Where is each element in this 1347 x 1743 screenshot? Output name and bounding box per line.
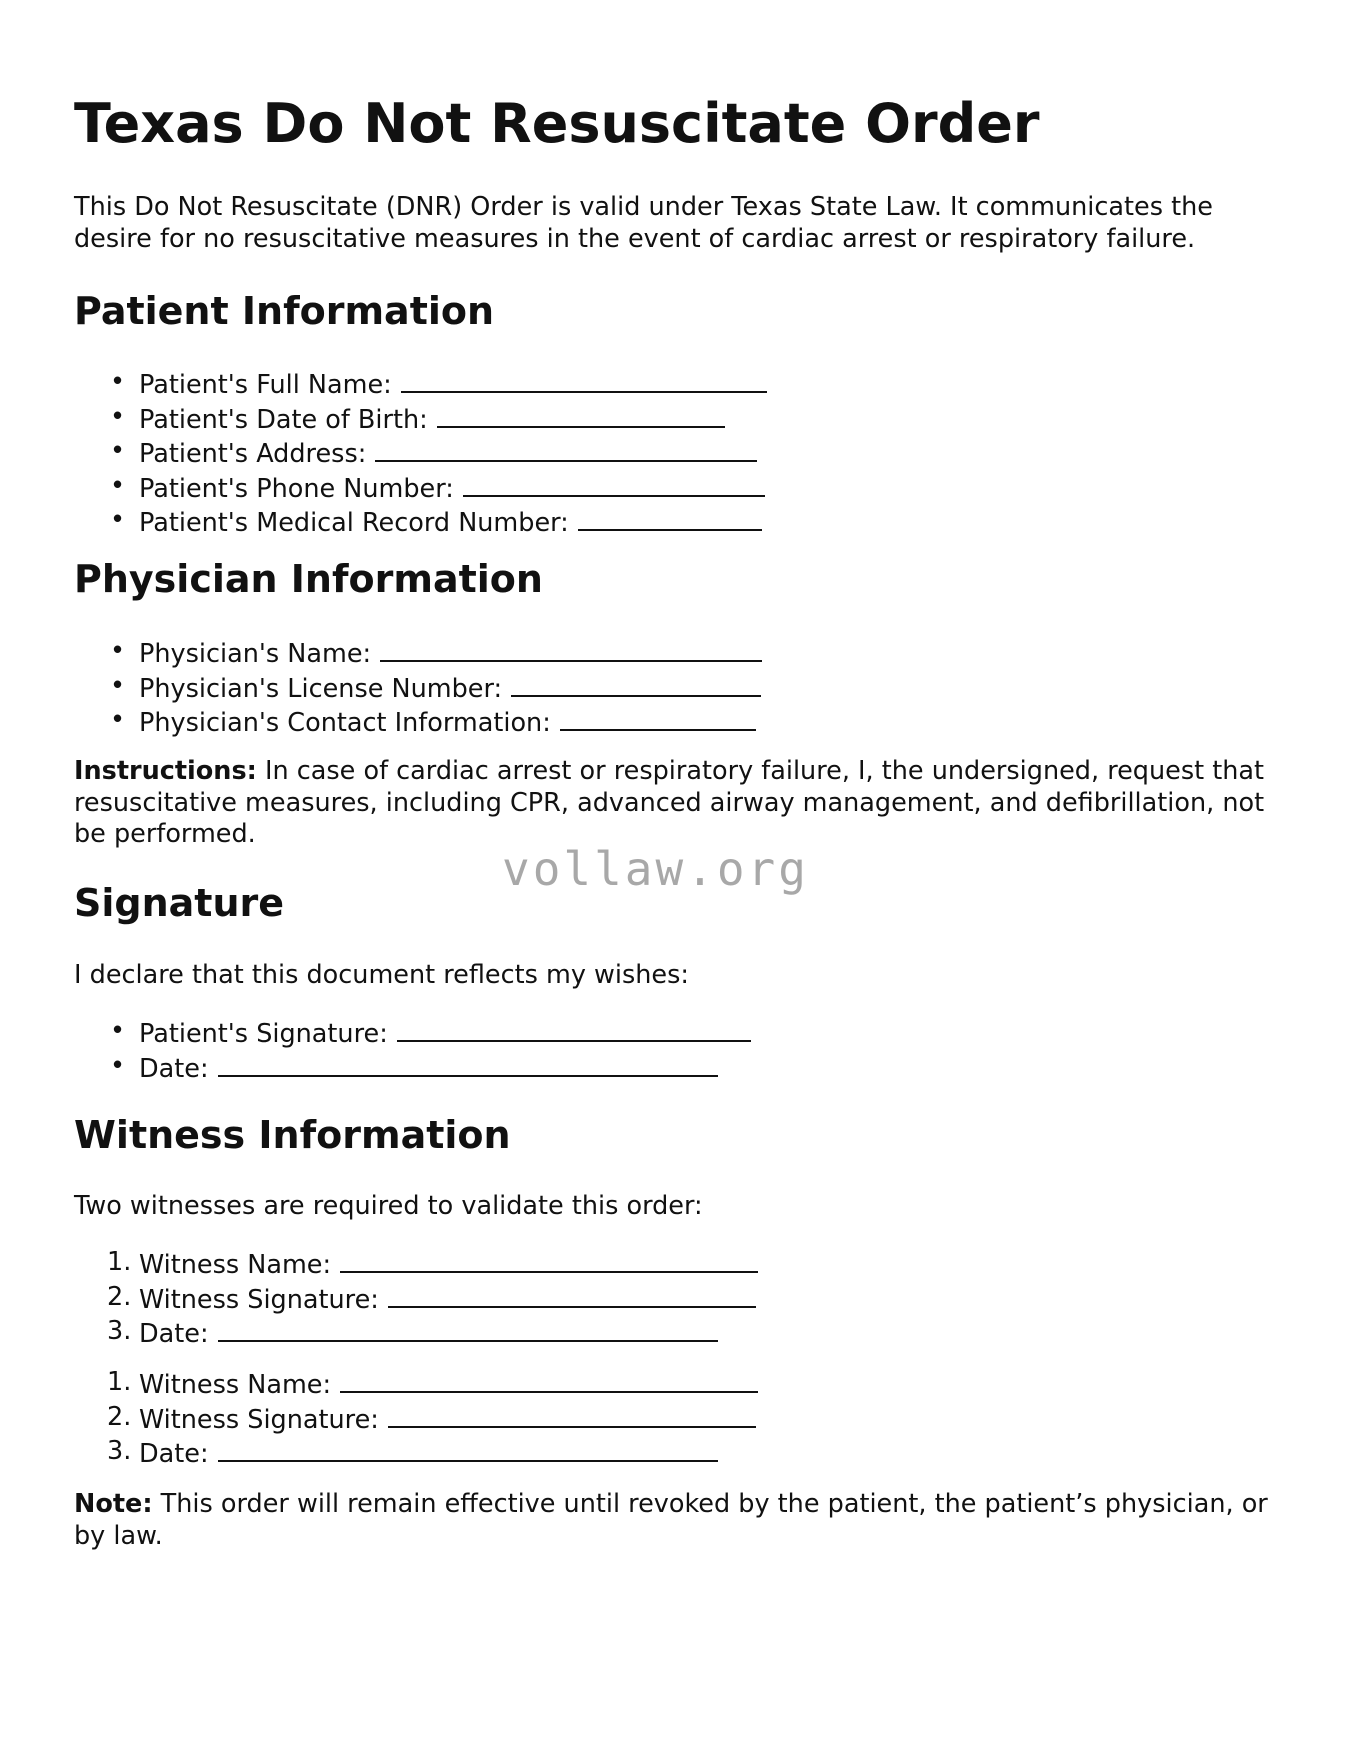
list-number: 3. <box>107 1316 132 1346</box>
witness-two-signature-blank[interactable] <box>388 1402 756 1428</box>
list-number: 2. <box>107 1401 132 1432</box>
list-item <box>74 671 762 706</box>
witness-two-list <box>74 1367 758 1471</box>
list-item <box>74 402 767 437</box>
list-number: 1. <box>107 1247 132 1277</box>
field-label: Witness Signature: <box>139 1404 379 1435</box>
field-label: Date: <box>139 1053 209 1084</box>
field-label: Date: <box>139 1439 209 1469</box>
signature-date-blank[interactable] <box>218 1051 718 1077</box>
field-label: Patient's Date of Birth: <box>139 404 428 435</box>
patient-section-heading: Patient Information <box>74 289 495 333</box>
list-item <box>74 1282 758 1317</box>
list-item <box>74 505 767 540</box>
list-number: 3. <box>107 1436 132 1466</box>
list-item <box>74 1436 758 1471</box>
patient-mrn-blank[interactable] <box>578 505 762 531</box>
list-item <box>74 367 767 402</box>
intro-paragraph: This Do Not Resuscitate (DNR) Order is valid under Texas State Law. It communicates the desire for no resuscitative measures in the event of cardiac arrest or respiratory failure. <box>74 192 1213 254</box>
patient-phone-blank[interactable] <box>463 471 765 497</box>
signature-section-heading: Signature <box>74 881 285 925</box>
list-item <box>74 636 762 671</box>
list-item <box>74 1316 758 1351</box>
field-label: Patient's Medical Record Number: <box>139 508 569 538</box>
witness-one-date-blank[interactable] <box>218 1316 718 1342</box>
witness-one-signature-blank[interactable] <box>388 1282 756 1308</box>
patient-signature-blank[interactable] <box>397 1016 751 1042</box>
list-number: 2. <box>107 1281 132 1312</box>
note-label: Note: <box>74 1489 153 1519</box>
instructions-label: Instructions: <box>74 756 257 786</box>
witness-statement: Two witnesses are required to validate this order: <box>74 1191 703 1221</box>
witness-one-name-blank[interactable] <box>340 1247 758 1273</box>
field-label: Patient's Full Name: <box>139 370 392 400</box>
instructions-text: In case of cardiac arrest or respiratory failure, I, the undersigned, request that resuscitative measures, including CPR, advanced airway management, and defibrillation, not be performed. <box>74 756 1265 849</box>
signature-statement: I declare that this document reflects my wishes: <box>74 960 690 990</box>
patient-address-blank[interactable] <box>375 436 757 462</box>
field-label: Physician's Name: <box>139 639 372 669</box>
list-item <box>74 1402 758 1437</box>
physician-license-blank[interactable] <box>511 671 761 697</box>
list-item <box>74 1367 758 1402</box>
page-title: Texas Do Not Resuscitate Order <box>74 92 1040 155</box>
field-label: Patient's Phone Number: <box>139 473 454 504</box>
field-label: Physician's License Number: <box>139 673 503 704</box>
field-label: Date: <box>139 1319 209 1349</box>
witness-one-list <box>74 1247 758 1351</box>
witness-two-date-blank[interactable] <box>218 1436 718 1462</box>
list-item <box>74 1016 751 1051</box>
field-label: Patient's Signature: <box>139 1019 388 1049</box>
note-text: This order will remain effective until revoked by the patient, the patient’s physician, or by law. <box>74 1489 1268 1551</box>
field-label: Witness Name: <box>139 1370 332 1400</box>
witness-section-heading: Witness Information <box>74 1113 511 1157</box>
list-item <box>74 436 767 471</box>
instructions-paragraph <box>74 756 1274 851</box>
field-label: Patient's Address: <box>139 439 367 469</box>
physician-name-blank[interactable] <box>380 636 762 662</box>
field-label: Witness Name: <box>139 1250 332 1280</box>
signature-field-list <box>74 1016 751 1085</box>
physician-contact-blank[interactable] <box>560 705 756 731</box>
note-paragraph <box>74 1489 1274 1552</box>
list-item <box>74 705 762 740</box>
list-item <box>74 471 767 506</box>
physician-field-list <box>74 636 762 740</box>
watermark: vollaw.org <box>502 842 809 896</box>
patient-field-list <box>74 367 767 540</box>
physician-section-heading: Physician Information <box>74 557 543 601</box>
list-number: 1. <box>107 1367 132 1397</box>
field-label: Witness Signature: <box>139 1284 379 1315</box>
list-item <box>74 1247 758 1282</box>
patient-dob-blank[interactable] <box>437 402 725 428</box>
witness-two-name-blank[interactable] <box>340 1367 758 1393</box>
patient-full-name-blank[interactable] <box>401 367 767 393</box>
field-label: Physician's Contact Information: <box>139 708 551 738</box>
list-item <box>74 1051 751 1086</box>
